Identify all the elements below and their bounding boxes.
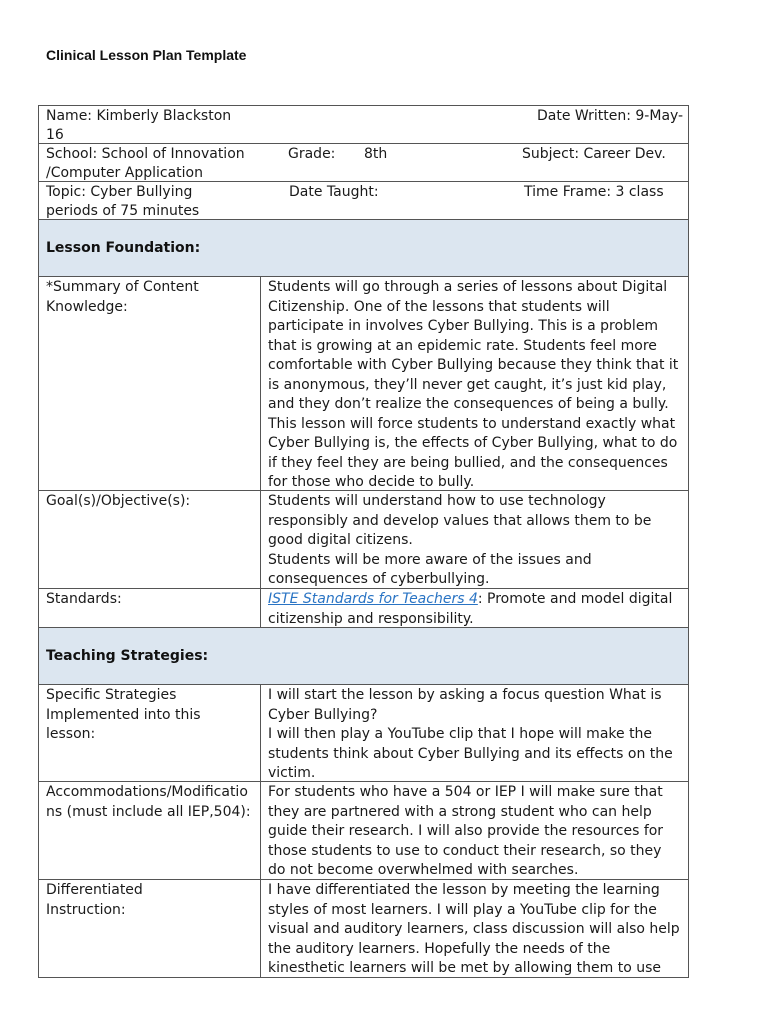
row-label: Standards: [39, 589, 261, 627]
topic-row [39, 182, 688, 220]
strategy-paragraph: I will then play a YouTube clip that I hope will make the students think about Cyber Bullying and its effects on the victim. [268, 726, 673, 781]
grade-value: 8th [364, 146, 388, 162]
row-label: Differentiated Instruction: [39, 880, 261, 977]
row-content [261, 685, 688, 781]
section-heading: Teaching Strategies: [46, 648, 209, 664]
accommodations-row [39, 782, 688, 880]
strategy-paragraph: I will start the lesson by asking a focus question What is Cyber Bullying? [268, 687, 662, 723]
standards-description: : Promote and model digital citizenship and responsibility. [268, 591, 673, 627]
row-label: Specific Strategies Implemented into this lesson: [39, 685, 261, 781]
row-label: Accommodations/Modifications (must include all IEP,504): [39, 782, 261, 879]
name-row [39, 106, 688, 144]
row-content: Students will go through a series of lessons about Digital Citizenship. One of the lessons that students will participate in involves Cyber Bullying. This is a problem that is growing at an epidemic rate. Students feel more comfortable with Cyber Bullying because they think that it is anonymous, they’ll never get caught, it’s just kid play, and they don’t realize the consequences of being a bully. This lesson will force students to understand exactly what Cyber Bullying is, the effects of Cyber Bullying, what to do if they feel they are being bullied, and the consequences for those who decide to bully. [268, 279, 679, 490]
time-frame-continued: periods of 75 minutes [46, 203, 200, 219]
date-taught: Date Taught: [289, 184, 379, 200]
row-content: For students who have a 504 or IEP I will make sure that they are partnered with a strong student who can help guide their research. I will also provide the resources for those students to use to conduct their research, so they do not become overwhelmed with searches. [268, 784, 664, 878]
section-lesson-foundation [39, 220, 688, 277]
grade-label: Grade: [288, 146, 336, 162]
goal-paragraph: Students will understand how to use technology responsibly and develop values that allows them to be good digital citizens. [268, 493, 652, 548]
section-heading: Lesson Foundation: [46, 240, 201, 256]
row-label: Goal(s)/Objective(s): [39, 491, 261, 588]
row-content [261, 491, 688, 588]
strategies-row [39, 685, 688, 782]
section-teaching-strategies [39, 628, 688, 685]
iste-standards-link[interactable]: ISTE Standards for Teachers 4 [268, 591, 478, 607]
lesson-plan-table [38, 105, 689, 978]
school: School: School of Innovation [46, 146, 245, 162]
date-written-continued: 16 [46, 127, 64, 143]
school-continued: /Computer Application [46, 165, 203, 181]
differentiated-row [39, 880, 688, 977]
subject: Subject: Career Dev. [522, 146, 666, 162]
school-row [39, 144, 688, 182]
document-title: Clinical Lesson Plan Template [46, 47, 247, 63]
row-content [261, 589, 688, 627]
row-label: *Summary of Content Knowledge: [39, 277, 261, 490]
time-frame: Time Frame: 3 class [524, 184, 664, 200]
goal-paragraph: Students will be more aware of the issues and consequences of cyberbullying. [268, 551, 592, 587]
date-written: Date Written: 9-May- [537, 108, 684, 124]
summary-row [39, 277, 688, 491]
goals-row [39, 491, 688, 589]
topic: Topic: Cyber Bullying [46, 184, 193, 200]
standards-row [39, 589, 688, 628]
row-content: I have differentiated the lesson by meeting the learning styles of most learners. I will play a YouTube clip for the visual and auditory learners, class discussion will also help the auditory learners. Hopefully the needs of the kinesthetic learners will be met by allowing them to use [268, 882, 680, 976]
teacher-name: Name: Kimberly Blackston [46, 108, 232, 124]
